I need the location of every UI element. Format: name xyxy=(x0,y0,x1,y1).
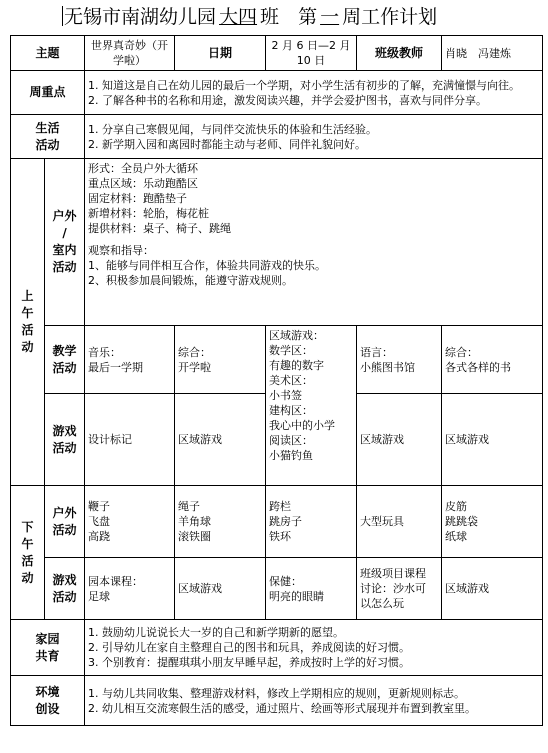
morning-game-label: 游戏 活动 xyxy=(45,394,85,486)
teach-cell[interactable]: 综合： 开学啦 xyxy=(175,326,266,394)
week-focus-row xyxy=(11,71,543,115)
family-label: 家园 共育 xyxy=(11,620,85,676)
outdoor-cell[interactable]: 鞭子 飞盘 高跷 xyxy=(85,486,175,558)
date-label: 日期 xyxy=(175,36,266,71)
afternoon-label: 下 午 活 动 xyxy=(11,486,45,620)
page-title xyxy=(62,2,437,32)
week-number[interactable]: 一 xyxy=(320,6,340,28)
life-row xyxy=(11,115,543,159)
afternoon-outdoor-label: 户外 活动 xyxy=(45,486,85,558)
family-row xyxy=(11,620,543,676)
game-cell[interactable]: 保健： 明亮的眼睛 xyxy=(266,558,357,620)
theme-value[interactable]: 世界真奇妙（开学啦） xyxy=(85,36,175,71)
theme-label: 主题 xyxy=(11,36,85,71)
environment-content[interactable]: 1. 与幼儿共同收集、整理游戏材料，修改上学期相应的规则，更新规则标志。 2. 幼儿相互交流寒假生活的感受，通过照片、绘画等形式展现并布置到教室里。 xyxy=(85,676,543,726)
week-focus-content[interactable]: 1. 知道这是自己在幼儿园的最后一个学期，对小学生活有初步的了解，充满憧憬与向往。 2. 了解各种书的名称和用途，激发阅读兴趣，并学会爱护图书，喜欢与同伴分享。 xyxy=(85,71,543,115)
game-cell[interactable]: 班级项目课程 讨论：沙水可 以怎么玩 xyxy=(357,558,442,620)
game-cell[interactable]: 区域游戏 xyxy=(442,394,543,486)
afternoon-outdoor-row xyxy=(11,486,543,558)
game-cell[interactable]: 设计标记 xyxy=(85,394,175,486)
date-value[interactable]: 2 月 6 日—2 月 10 日 xyxy=(266,36,357,71)
environment-label: 环境 创设 xyxy=(11,676,85,726)
week-focus-label: 周重点 xyxy=(11,71,85,115)
morning-teach-label: 教学 活动 xyxy=(45,326,85,394)
teacher-value[interactable]: 肖晓 冯建炼 xyxy=(442,36,543,71)
afternoon-game-label: 游戏 活动 xyxy=(45,558,85,620)
teach-cell[interactable]: 音乐： 最后一学期 xyxy=(85,326,175,394)
morning-outdoor-row xyxy=(11,159,543,326)
area-game-cell[interactable]: 区域游戏： 数学区： 有趣的数字 美术区： 小书签 建构区： 我心中的小学 阅读区： 小猫钓鱼 xyxy=(266,326,357,486)
game-cell[interactable]: 区域游戏 xyxy=(357,394,442,486)
week-suffix: 周工作计划 xyxy=(342,6,438,28)
life-label: 生活 活动 xyxy=(11,115,85,159)
game-cell[interactable]: 区域游戏 xyxy=(175,394,266,486)
life-content[interactable]: 1. 分享自己寒假见闻，与同伴交流快乐的体验和生活经验。 2. 新学期入园和离园时都能主动与老师、同伴礼貌问好。 xyxy=(85,115,543,159)
environment-row xyxy=(11,676,543,726)
text-cursor xyxy=(62,6,63,26)
morning-outdoor-label: 户外 / 室内 活动 xyxy=(45,159,85,326)
week-prefix: 第 xyxy=(298,6,318,28)
outdoor-cell[interactable]: 绳子 羊角球 滚铁圈 xyxy=(175,486,266,558)
morning-teach-row xyxy=(11,326,543,394)
game-cell[interactable]: 区域游戏 xyxy=(442,558,543,620)
afternoon-game-row xyxy=(11,558,543,620)
teach-cell[interactable]: 语言： 小熊图书馆 xyxy=(357,326,442,394)
school-name: 无锡市南湖幼儿园 xyxy=(64,6,217,28)
outdoor-cell[interactable]: 皮筋 跳跳袋 纸球 xyxy=(442,486,543,558)
plan-table xyxy=(10,35,543,726)
outdoor-cell[interactable]: 大型玩具 xyxy=(357,486,442,558)
game-cell[interactable]: 区域游戏 xyxy=(175,558,266,620)
morning-outdoor-content[interactable]: 形式：全员户外大循环 重点区域：乐动跑酷区 固定材料：跑酷垫子 新增材料：轮胎，梅花桩 提供材料：桌子、椅子、跳绳 观察和指导： 1、能够与同伴相互合作，体验共同游戏的快乐。 2、积极参加晨间锻炼，能遵守游戏规则。 xyxy=(85,159,543,326)
family-content[interactable]: 1. 鼓励幼儿说说长大一岁的自己和新学期新的愿望。 2. 引导幼儿在家自主整理自己的图书和玩具，养成阅读的好习惯。 3. 个别教育：提醒琪琪小朋友早睡早起，养成按时上学的好习惯。 xyxy=(85,620,543,676)
header-row xyxy=(11,36,543,71)
teach-cell[interactable]: 综合： 各式各样的书 xyxy=(442,326,543,394)
class-name[interactable]: 大四 xyxy=(219,6,258,28)
teacher-label: 班级教师 xyxy=(357,36,442,71)
outdoor-cell[interactable]: 跨栏 跳房子 铁环 xyxy=(266,486,357,558)
class-word: 班 xyxy=(260,6,280,28)
game-cell[interactable]: 园本课程： 足球 xyxy=(85,558,175,620)
morning-label: 上 午 活 动 xyxy=(11,159,45,486)
